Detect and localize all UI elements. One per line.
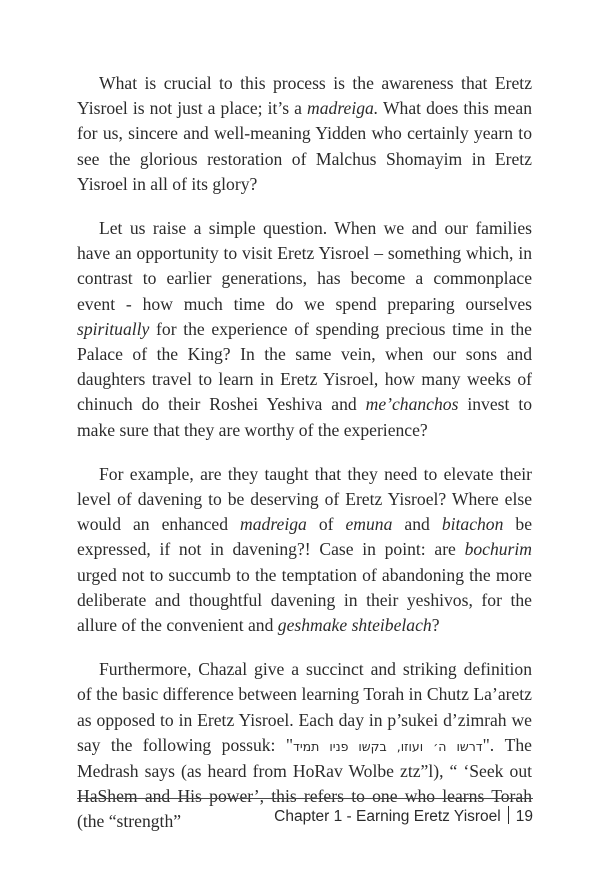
paragraph-1 xyxy=(77,71,532,197)
text-run: ? xyxy=(431,615,440,636)
italic-term: spiritually xyxy=(77,318,150,339)
italic-term: emuna xyxy=(345,514,393,535)
text-run: invest to make sure that they are worthy of the experience? xyxy=(77,394,532,440)
text-run: What is crucial to this process is the awareness that Eretz Yisroel is not just a place; it’s a xyxy=(77,73,532,119)
page-number: 19 xyxy=(515,808,533,825)
chapter-title: Chapter 1 - Earning Eretz Yisroel xyxy=(274,808,501,825)
italic-term: bitachon xyxy=(441,514,504,535)
text-run: of xyxy=(306,514,346,535)
italic-term: madreiga. xyxy=(307,98,379,119)
paragraph-3 xyxy=(77,462,532,638)
italic-term: madreiga xyxy=(240,514,307,535)
text-run: and xyxy=(392,514,442,535)
italic-term: geshmake shteibelach xyxy=(277,615,432,636)
running-footer xyxy=(274,806,533,826)
hebrew-quote: דרשו ה׳ ועוזו, בקשו פניו תמיד xyxy=(293,738,483,754)
text-run: Let us raise a simple question. When we and our families have an opportunity to visit Eretz Yisroel – something which, in contrast to earlier generations, has become a commonplace event - how much time do we spend preparing ourselves xyxy=(77,218,532,314)
italic-term: me’chanchos xyxy=(365,394,459,415)
text-run: for the experience of spending precious time in the Palace of the King? In the same vein, when our sons and daughters travel to learn in Eretz Yisroel, how many weeks of chinuch do their Roshei Yeshiva and xyxy=(77,318,532,415)
page-body xyxy=(77,71,532,835)
footer-rule xyxy=(77,798,533,799)
text-run: urged not to succumb to the temptation of abandoning the more deliberate and thoughtful davening in their yeshivos, for the allure of the convenient and xyxy=(77,564,532,636)
text-run: Furthermore, Chazal give a succinct and striking definition of the basic difference between learning Torah in Chutz La’aretz as opposed to in Eretz Yisroel. Each day in p’sukei d’zimrah we say the following possuk: " xyxy=(77,659,532,755)
text-run: ". The Medrash says (as heard from HoRav Wolbe ztz”l), “ ‘Seek out HaShem and His power’, this refers to one who learns Torah (the “strength” xyxy=(77,734,532,832)
paragraph-2 xyxy=(77,216,532,443)
text-run: be expressed, if not in davening?! Case in point: are xyxy=(77,514,533,560)
italic-term: bochurim xyxy=(464,539,532,560)
footer-separator xyxy=(508,806,509,824)
text-run: What does this mean for us, sincere and well-meaning Yidden who certainly yearn to see the glorious restoration of Malchus Shomayim in Eretz Yisroel in all of its glory? xyxy=(77,98,532,194)
text-run: For example, are they taught that they need to elevate their level of davening to be deserving of Eretz Yisroel? Where else would an enhanced xyxy=(77,463,532,535)
